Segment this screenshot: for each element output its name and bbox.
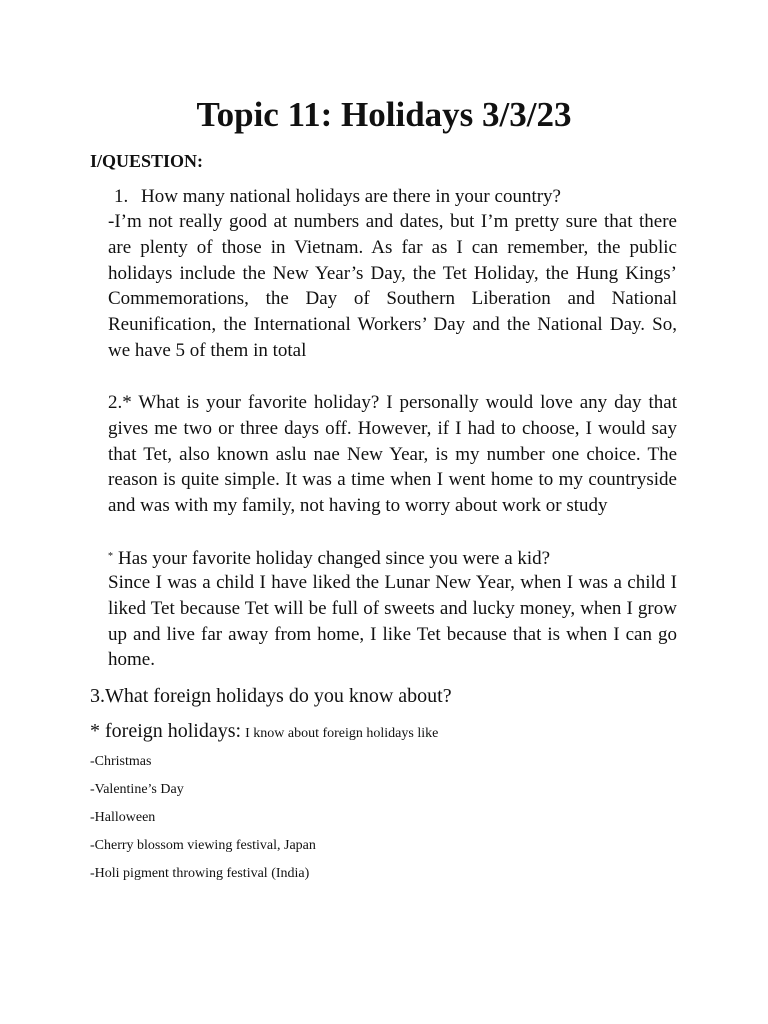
question-3-answer-intro	[90, 718, 438, 747]
list-item: -Valentine’s Day	[90, 782, 184, 797]
list-item: -Cherry blossom viewing festival, Japan	[90, 838, 316, 853]
list-item: -Holi pigment throwing festival (India)	[90, 866, 310, 881]
foreign-holidays-list	[90, 752, 316, 892]
follow-up-answer-paragraph: Since I was a child I have liked the Lunar New Year, when I was a child I liked Tet because Tet will be full of sweets and lucky money, when I grow up and live far away from home, I like Tet because that is when I can go home.	[108, 572, 677, 671]
answer-lead: * foreign holidays:	[90, 720, 242, 742]
question-2-paragraph: 2.* What is your favorite holiday? I personally would love any day that gives me two or three days off. However, if I had to choose, I would say that Tet, also known aslu nae New Year, is my number one choice. The reason is quite simple. It was a time when I went home to my countryside and was with my family, not having to worry about work or study	[108, 392, 677, 517]
question-1	[114, 184, 561, 210]
answer-1-paragraph: -I’m not really good at numbers and dates, but I’m pretty sure that there are plenty of those in Vietnam. As far as I can remember, the public holidays include the New Year’s Day, the Tet Holiday, the Hung Kings’ Commemorations, the Day of Southern Liberation and National Reunification, the International Workers’ Day and the National Day. So, we have 5 of them in total	[108, 211, 677, 361]
section-heading: I/QUESTION:	[90, 151, 204, 171]
list-item: -Christmas	[90, 754, 152, 769]
question-1-text: How many national holidays are there in your country?	[141, 186, 561, 207]
follow-up-question-text: Has your favorite holiday changed since you were a kid?	[118, 548, 551, 569]
list-item: -Halloween	[90, 810, 156, 825]
document-title: Topic 11: Holidays 3/3/23	[196, 95, 572, 134]
question-1-number: 1.	[114, 186, 129, 207]
answer-rest: I know about foreign holidays like	[245, 726, 439, 741]
question-3: 3.What foreign holidays do you know about?	[90, 685, 452, 707]
follow-up-star: *	[108, 551, 113, 562]
follow-up-question	[108, 544, 550, 572]
